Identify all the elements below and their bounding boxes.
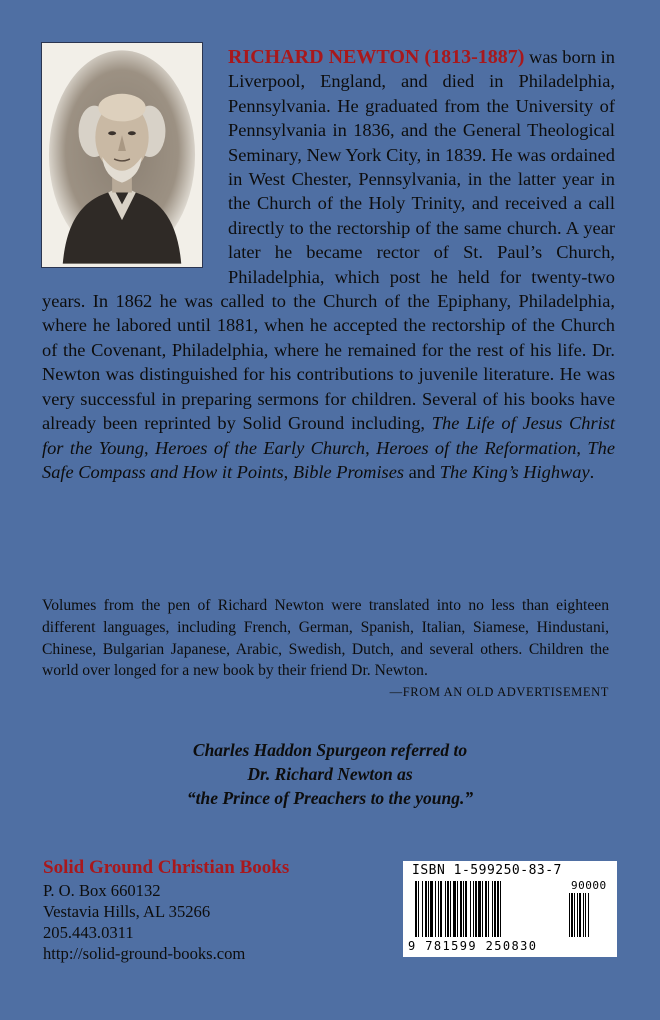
barcode-bar	[418, 881, 419, 937]
publisher-website: http://solid-ground-books.com	[43, 944, 246, 963]
barcode-bar	[430, 881, 433, 937]
publisher-info	[43, 856, 373, 964]
addon-bar	[588, 893, 589, 937]
barcode-bar	[438, 881, 439, 937]
isbn-barcode	[403, 861, 617, 957]
barcode-bar	[470, 881, 471, 937]
barcode-bar	[463, 881, 464, 937]
barcode-bar	[473, 881, 474, 937]
addon-digits: 90000	[571, 879, 607, 892]
barcode-bar	[465, 881, 467, 937]
barcode-bar	[450, 881, 451, 937]
barcode-bar	[422, 881, 423, 937]
book-title: Bible Promises	[292, 461, 405, 482]
addon-bar	[571, 893, 573, 937]
barcode-bar	[460, 881, 462, 937]
barcode-bar	[488, 881, 489, 937]
publisher-address-line: Vestavia Hills, AL 35266	[43, 902, 211, 921]
addon-bar	[583, 893, 584, 937]
author-name-heading: RICHARD NEWTON (1813-1887)	[228, 46, 525, 68]
translations-text: Volumes from the pen of Richard Newton were translated into no less than eighteen different languages, including French, German, Spanish, Italian, Siamese, Hindustani, Chinese, Bulgarian Japanese, Arabic, Swedish, Dutch, and several others. Children the world over longed for a new book by their friend Dr. Newton.	[42, 597, 609, 680]
barcode-bar	[425, 881, 427, 937]
isbn-label: ISBN 1-599250-83-7	[412, 863, 562, 878]
quote-line: “the Prince of Preachers to the young.”	[186, 788, 474, 808]
book-title: Heroes of the Early Church	[155, 437, 366, 458]
barcode-bar	[494, 881, 496, 937]
quote-line: Charles Haddon Spurgeon referred to	[192, 740, 468, 760]
addon-bar	[585, 893, 586, 937]
barcode-bar	[428, 881, 429, 937]
barcode-bar	[475, 881, 477, 937]
book-title: The Life of Jesus Christ for the Young	[42, 413, 615, 458]
book-title: The Safe Compass and How it Points	[42, 437, 615, 482]
author-biography: RICHARD NEWTON (1813-1887) was born in Liverpool, England, and died in Philadelphia, Pennsylvania. He graduated from the University of Pennsylvania in 1836, and the General Theological Seminary, New York City, in 1839. He was ordained in West Chester, Pennsylvania, in the latter year in the Church of the Holy Trinity, and received a call directly to the rectorship of the same church. A year later he became rector of St. Paul’s Church, Philadelphia, which post he held for twenty-two years. In 1862 he was called to the Church of the Epiphany, Philadelphia, where he labored until 1881, when he accepted the rectorship of the Church of the Covenant, Philadelphia, where he remained for the rest of his life. Dr. Newton was distinguished for his contributions to juvenile literature. He was very successful in preparing sermons for children. Several of his books have already been reprinted by Solid Ground including, The Life of Jesus Christ for the Young, Heroes of the Early Church, Heroes of the Reformation, The Safe Compass and How it Points, Bible Promises and The King’s Highway.	[42, 46, 615, 482]
quote-line: Dr. Richard Newton as	[247, 764, 413, 784]
bio-text: was born in Liverpool, England, and died in Philadelphia, Pennsylvania. He graduated from the University of Pennsylvania in 1836, and the General Theological Seminary, New York City, in 1839. He was ordained in West Chester, Pennsylvania, in the latter year in the Church of the Holy Trinity, and received a call directly to the rectorship of the same church. A year later he became rector of St. Paul’s Church, Philadelphia, which post he held for twenty-two years. In 1862 he was called to the Church of the Epiphany, Philadelphia, where he labored until 1881, when he accepted the rectorship of the Church of the Covenant, Philadelphia, where he remained for the rest of his life. Dr. Newton was distinguished for his contributions to juvenile literature. He was very successful in preparing sermons for children. Several of his books have already been reprinted by Solid Ground including,	[42, 47, 615, 434]
barcode-bar	[415, 881, 417, 937]
barcode-bar	[447, 881, 449, 937]
publisher-address-line: P. O. Box 660132	[43, 881, 161, 900]
addon-bar	[569, 893, 570, 937]
ean-digits: 9 781599 250830	[408, 939, 538, 953]
barcode-bar	[485, 881, 487, 937]
barcode-bar	[435, 881, 436, 937]
spurgeon-quote	[0, 738, 660, 810]
addon-bar	[577, 893, 578, 937]
barcode-bar	[440, 881, 442, 937]
barcode-bar	[497, 881, 499, 937]
translations-paragraph	[42, 595, 609, 704]
barcode-bar	[457, 881, 458, 937]
addon-bar	[579, 893, 581, 937]
publisher-name: Solid Ground Christian Books	[43, 857, 290, 878]
barcode-bar	[478, 881, 481, 937]
publisher-phone: 205.443.0311	[43, 923, 134, 942]
barcode-bar	[482, 881, 483, 937]
addon-bar	[574, 893, 575, 937]
book-title: The King’s Highway	[439, 461, 590, 482]
barcode-bar	[500, 881, 501, 937]
barcode-bar	[453, 881, 456, 937]
barcode-bar	[492, 881, 493, 937]
advertisement-attribution: —FROM AN OLD ADVERTISEMENT	[389, 685, 609, 700]
book-title: Heroes of the Reformation	[376, 437, 577, 458]
barcode-bar	[445, 881, 446, 937]
